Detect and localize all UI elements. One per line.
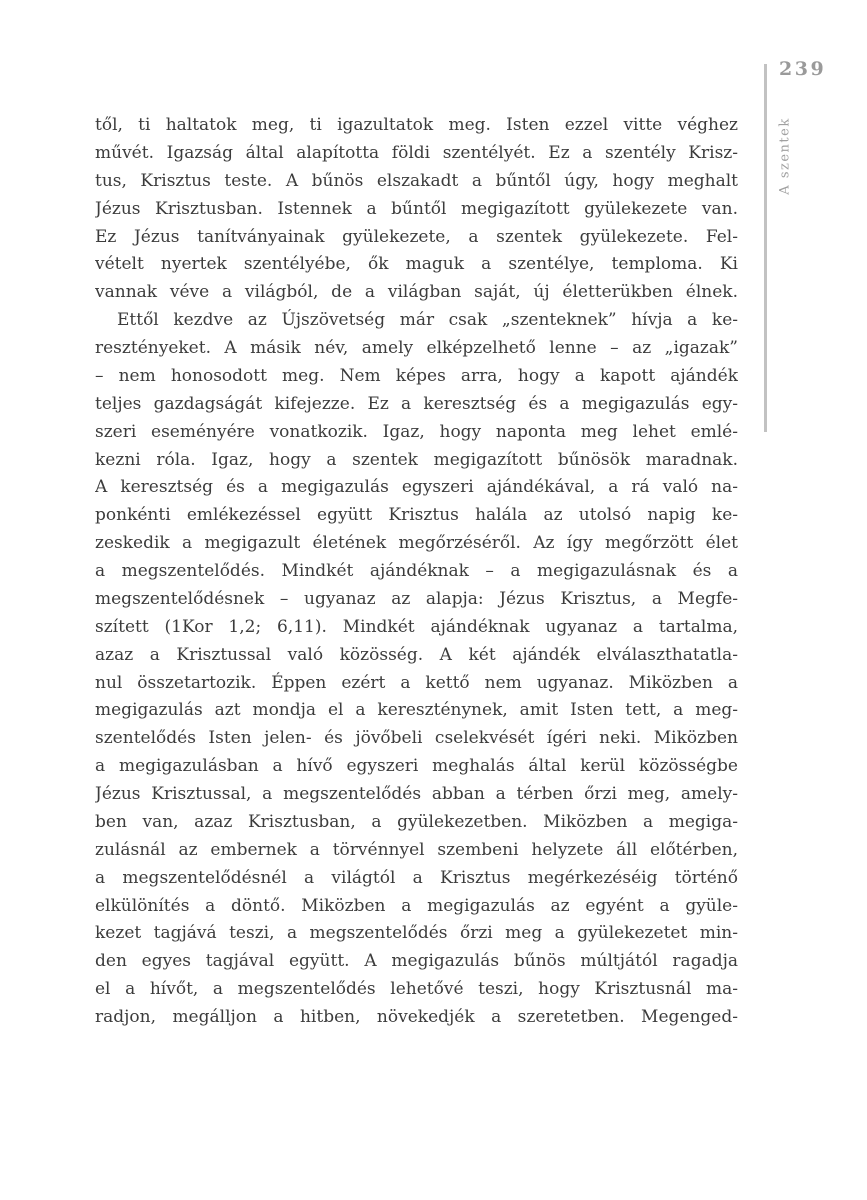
- text-line: Ez Jézus tanítványainak gyülekezete, a szentek gyülekezete. Fel-: [95, 226, 738, 247]
- text-line: a megigazulásban a hívő egyszeri meghalás által kerül közösségbe: [95, 756, 738, 777]
- text-line: kezet tagjává teszi, a megszentelődés őrzi meg a gyülekezetet min-: [95, 923, 738, 944]
- text-line: radjon, megálljon a hitben, növekedjék a szeretetben. Megenged-: [95, 1007, 738, 1027]
- margin-section-label: A szentek: [777, 117, 793, 195]
- text-line: vételt nyertek szentélyébe, ők maguk a szentélye, temploma. Ki: [95, 254, 738, 275]
- text-line: Jézus Krisztusban. Istennek a bűntől megigazított gyülekezete van.: [95, 198, 738, 219]
- text-line: nul összetartozik. Éppen ezért a kettő nem ugyanaz. Miközben a: [95, 672, 738, 693]
- text-line: – nem honosodott meg. Nem képes arra, hogy a kapott ajándék: [95, 365, 738, 386]
- text-line: megszentelődésnek – ugyanaz az alapja: Jézus Krisztus, a Megfe-: [95, 588, 738, 609]
- text-line: azaz a Krisztussal való közösség. A két ajándék elválaszthatatla-: [95, 644, 738, 665]
- text-line: tus, Krisztus teste. A bűnös elszakadt a bűntől úgy, hogy meghalt: [95, 170, 738, 191]
- text-line: kezni róla. Igaz, hogy a szentek megigazított bűnösök maradnak.: [95, 449, 738, 470]
- text-line: zeskedik a megigazult életének megőrzéséről. Az így megőrzött élet: [95, 533, 738, 554]
- text-line: den egyes tagjával együtt. A megigazulás bűnös múltjától ragadja: [95, 951, 738, 972]
- text-line: a megszentelődésnél a világtól a Krisztus megérkezéséig történő: [95, 867, 738, 888]
- text-line: megigazulás azt mondja el a kereszténynek, amit Isten tett, a meg-: [95, 700, 738, 721]
- paragraph: [95, 307, 738, 1032]
- text-line: ponkénti emlékezéssel együtt Krisztus halála az utolsó napig ke-: [95, 505, 738, 526]
- text-line: ben van, azaz Krisztusban, a gyülekezetben. Miközben a megiga-: [95, 811, 738, 832]
- text-line: elkülönítés a döntő. Miközben a megigazulás az egyént a gyüle-: [95, 895, 738, 916]
- text-line: zulásnál az embernek a törvénnyel szembeni helyzete áll előtérben,: [95, 839, 738, 860]
- text-line: A keresztség és a megigazulás egyszeri ajándékával, a rá való na-: [95, 477, 738, 498]
- page-number: 239: [779, 58, 827, 80]
- text-line: Jézus Krisztussal, a megszentelődés abban a térben őrzi meg, amely-: [95, 784, 738, 804]
- text-line: művét. Igazság által alapította földi szentélyét. Ez a szentély Krisz-: [95, 142, 738, 163]
- text-line: resztényeket. A másik név, amely elképzelhető lenne – az „igazak”: [95, 338, 738, 358]
- text-line: szentelődés Isten jelen- és jövőbeli cselekvését ígéri neki. Miközben: [95, 728, 738, 749]
- text-line: teljes gazdagságát kifejezze. Ez a keresztség és a megigazulás egy-: [95, 393, 738, 414]
- paragraph: [95, 112, 738, 307]
- text-line: szeri eseményére vonatkozik. Igaz, hogy naponta meg lehet emlé-: [95, 421, 738, 442]
- text-line: szített (1Kor 1,2; 6,11). Mindkét ajándéknak ugyanaz a tartalma,: [95, 616, 738, 637]
- text-line: Ettől kezdve az Újszövetség már csak „szenteknek” hívja a ke-: [117, 310, 738, 331]
- text-line: vannak véve a világból, de a világban saját, új életterükben élnek.: [95, 282, 738, 303]
- text-line: től, ti haltatok meg, ti igazultatok meg. Isten ezzel vitte véghez: [95, 115, 738, 135]
- text-line: el a hívőt, a megszentelődés lehetővé teszi, hogy Krisztusnál ma-: [95, 979, 738, 1000]
- margin-divider: [764, 64, 767, 432]
- body-text: [95, 112, 738, 1032]
- text-line: a megszentelődés. Mindkét ajándéknak – a megigazulásnak és a: [95, 561, 738, 581]
